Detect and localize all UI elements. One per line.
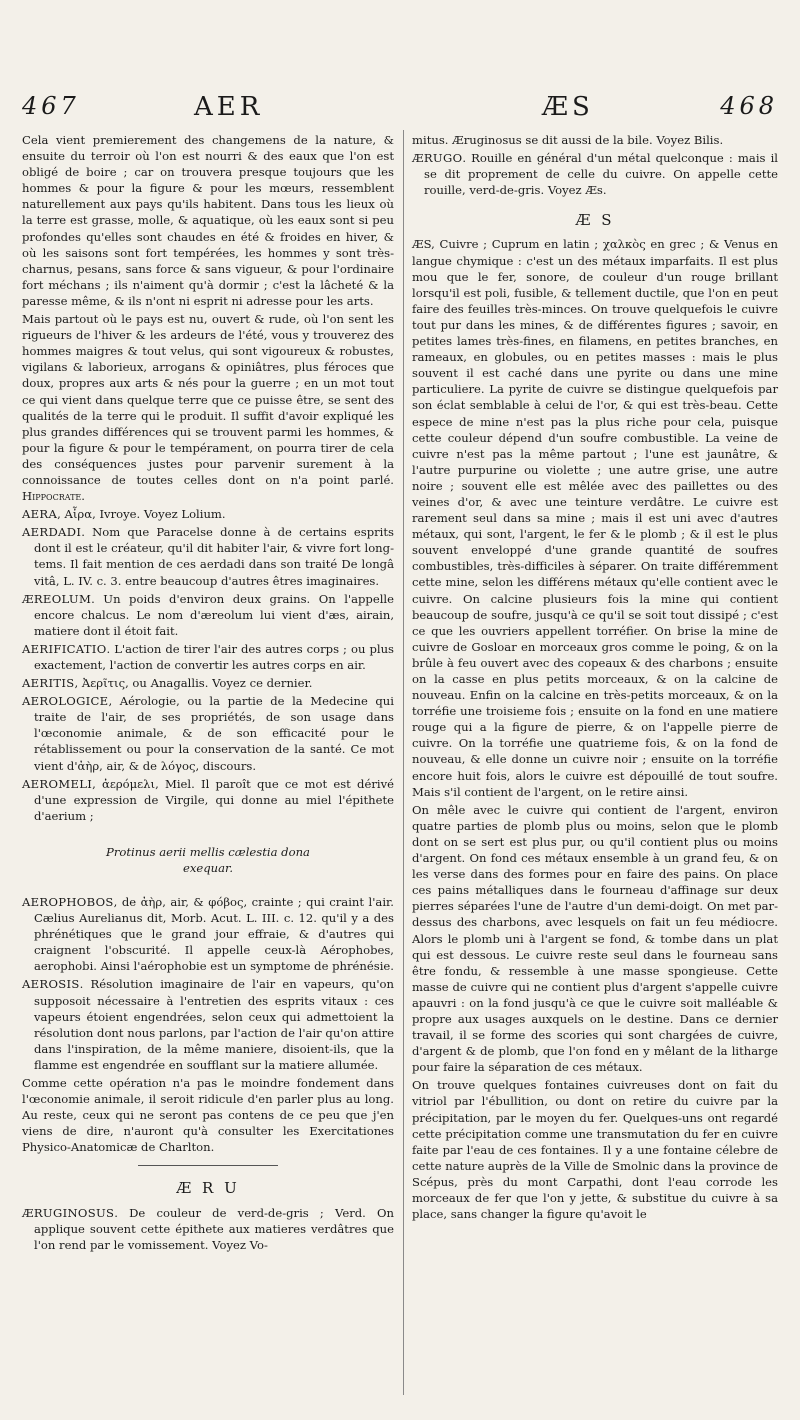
headword: AEROSIS [22, 977, 80, 992]
section-rule [138, 1165, 278, 1166]
headword: AERA [22, 507, 58, 522]
second-paragraph-text: Mais partout où le pays est nu, ouvert & rude, où l'on sent les rigueurs de l'hiver & les ardeurs de l'été, vous y trouverez des hommes maigres & tout velus, qui sont vigoureux & robustes, vigilans & laborieux, arrogans & opiniâtres, plus féroces que doux, propres aux arts & nés pour la guerre ; en un mot tout ce qui vient dans quelque terre que ce puisse être, se sent des qualités de la terre qui le produit. Il suffit d'avoir expliqué les plus grandes différences qui se trouvent parmi les hommes, & pour la figure & pour le tempérament, on pourra tirer de cela des conséquences justes pour parvenir surement à la connoissance de toutes celles dont on n'a point parlé. [22, 312, 394, 487]
headword: AEROPHOBOS [22, 894, 114, 909]
second-paragraph [22, 311, 394, 504]
page-number-left: 467 [22, 92, 80, 120]
page-header [22, 92, 778, 128]
headword: AERDADI [22, 525, 82, 540]
headword: AEROMELI [22, 776, 93, 791]
headword: ÆRUGINOSUS [22, 1205, 115, 1220]
entry-text: . Nom que Paracelse donne à de certains esprits dont il est le créateur, qu'il dit habiter l'air, & vivre fort long-tems. Il fait mention de ces aerdadi dans son traité De longâ vitâ, L. IV. c. 3. entre beaucoup d'autres êtres imaginaires. [34, 525, 394, 588]
virgil-quotation [22, 844, 394, 876]
intro-paragraph: Cela vient premierement des changemens de la nature, & ensuite du terroir où l'on est nourri & des eaux que l'on est obligé de boire ; car on trouvera presque toujours que les hommes & pour la figure & pour les mœurs, ressemblent naturellement aux pays qu'ils habitent. Dans tous les lieux où la terre est grasse, molle, & aquatique, où les eaux sont si peu profondes qu'elles sont chaudes en été & froides en hiver, & où les saisons sont fort tempérées, les hommes y sont très-charnus, pesans, sans force & sans vigueur, & pour l'ordinaire fort méchans ; ils n'aiment qu'à dormir ; c'est la lâcheté & la paresse même, & ils n'ont ni esprit ni adresse pour les arts. [22, 133, 394, 308]
continuation-text: mitus. Æruginosus se dit aussi de la bile. Voyez Bilis. [412, 133, 724, 147]
entry-text: , Αἶρα, Ivroye. Voyez Lolium. [57, 507, 226, 522]
entry-text: , Aérologie, ou la partie de la Medecine qui traite de l'air, de ses propriétés, de son usage dans l'œconomie animale, & de son efficacité pour le rétablissement ou pour la conservation de la santé. Ce mot vient d'ἀὴρ, air, & de λόγος, discours. [34, 694, 394, 773]
closing-paragraph: Comme cette opération n'a pas le moindre fondement dans l'œconomie animale, il seroit ridicule d'en parler plus au long. Au reste, ceux qui ne seront pas contens de ce peu que j'en viens de dire, n'auront qu'à consulter les Exercitationes Physico-Anatomicæ de Charlton. [22, 1075, 394, 1155]
headword: AEROLOGICE [22, 694, 109, 709]
entry-text: . Résolution imaginaire de l'air en vapeurs, qu'on supposoit nécessaire à l'entretien des esprits vitaux : ces vapeurs étoient engendrées, selon ceux qui admettoient la résolution dont nous parlons, par l'action de l'air qu'on attire dans l'inspiration, de la même maniere, disoient-ils, que la flamme est engendrée en soufflant sur la matiere allumée. [34, 977, 394, 1072]
right-column [412, 132, 778, 1224]
headword: ÆRUGO [412, 151, 463, 166]
entry-text: , Ἀερῖτις, ou Anagallis. Voyez ce dernier. [74, 676, 313, 691]
entry-text: , ἀερόμελι, Miel. Il paroît que ce mot est dérivé d'une expression de Virgile, qui donne au miel l'épithete d'aerium ; [34, 776, 394, 823]
entry-aerologice [22, 693, 394, 773]
entry-aerosis [22, 976, 394, 1073]
entry-aereolum [22, 591, 394, 639]
left-column [22, 132, 394, 1255]
headword: AERIFICATIO [22, 641, 107, 656]
entry-text: . Un poids d'environ deux grains. On l'appelle encore chalcus. Le nom d'æreolum lui vient d'æs, airain, matiere dont il étoit fait. [34, 591, 394, 638]
entry-aerificatio [22, 641, 394, 673]
entry-text: . De couleur de verd-de-gris ; Verd. On applique souvent cette épithete aux matieres verdâtres que l'on rend par le vomissement. Voyez Vo- [34, 1205, 394, 1252]
signature-hippocrate: Hippocrate. [22, 489, 85, 504]
entry-aera [22, 506, 394, 522]
entry-text: . L'action de tirer l'air des autres corps ; ou plus exactement, l'action de convertir les autres corps en air. [34, 641, 394, 672]
entry-aerophobos [22, 894, 394, 974]
aes-paragraph-2: On mêle avec le cuivre qui contient de l'argent, environ quatre parties de plomb plus ou moins, selon que le plomb dont on se sert est plus pur, ou qu'il contient plus ou moins d'argent. On fond ces métaux ensemble à un grand feu, & on les verse dans des formes pour en faire des pains. On place ces pains métalliques dans le fourneau d'affinage sur deux pierres séparées l'une de l'autre d'un demi-doigt. On met par-dessus des charbons, avec lesquels on fait un feu médiocre. Alors le plomb uni à l'argent se fond, & tombe dans un plat qui est dessous. Le cuivre reste seul dans le fourneau sans être fondu, & ressemble à une masse spongieuse. Cette masse de cuivre qui ne contient plus d'argent s'appelle cuivre apauvri : on la fond jusqu'à ce que le cuivre soit malléable & propre aux usages auxquels on le destine. Dans ce dernier travail, il se forme des scories qui sont chargées de cuivre, d'argent & de plomb, que l'on fond en y mêlant de la litharge pour faire la séparation de ces métaux. [412, 802, 778, 1075]
headword: ÆREOLUM [22, 591, 92, 606]
running-head-right: ÆS [542, 92, 594, 122]
poem-line-2: exequar. [182, 860, 233, 875]
poem-line-1: Protinus aerii mellis cælestia dona [106, 844, 310, 859]
entry-text: . Rouille en général d'un métal quelconque : mais il se dit proprement de celle du cuivre. On appelle cette rouille, verd-de-gris. Voyez Æs. [424, 151, 778, 198]
aes-paragraph-3: On trouve quelques fontaines cuivreuses dont on fait du vitriol par l'ébullition, ou dont on retire du cuivre par la précipitation, par le moyen du fer. Quelques-uns ont regardé cette précipitation comme une transmutation du fer en cuivre faite par l'eau de ces fontaines. Il y a une fontaine célebre de cette nature auprès de la Ville de Smolnic dans la province de Scépus, près du mont Carpathi, dont l'eau corrode les morceaux de fer que l'on y jette, & substitue du cuivre à sa place, sans changer la figure qu'avoit le [412, 1078, 778, 1222]
entry-aerugo [412, 150, 778, 198]
running-head-left: AER [194, 92, 264, 122]
entry-aeritis [22, 675, 394, 691]
entry-aerdadi [22, 524, 394, 588]
page-number-right: 468 [720, 92, 778, 120]
aes-paragraph-1: ÆS, Cuivre ; Cuprum en latin ; χαλκὸς en grec ; & Venus en langue chymique : c'est un des métaux imparfaits. Il est plus mou que le fer, sonore, de couleur d'un rouge brillant lorsqu'il est poli, fusible, & tellement ductile, que l'on en peut faire des feuilles très-minces. On trouve quelquefois le cuivre tout pur dans les mines, & de différentes figures ; savoir, en petites lames très-fines, en filamens, en petites branches, en rameaux, en globules, ou en petites masses : mais le plus souvent il est caché dans une pyrite ou dans une mine particuliere. La pyrite de cuivre se distingue quelquefois par son éclat semblable à celui de l'or, & qui est très-beau. Cette espece de mine n'est pas la plus riche pour cela, puisque cette couleur dépend d'un soufre combustible. La veine de cuivre n'est pas la même partout ; l'une est jaunâtre, & l'autre purpurine ou violette ; une autre grise, une autre noire ; souvent elle est mêlée avec des paillettes ou des veines d'or, & avec une teinture verdâtre. Le cuivre est rarement seul dans sa mine ; mais il est uni avec d'autres métaux, qui sont, l'argent, le fer & le plomb ; & il est le plus souvent enveloppé d'une grande quantité de soufres combustibles, très-difficiles à séparer. On traite différemment cette mine, selon les différens métaux qu'elle contient avec le cuivre. On calcine plusieurs fois la mine qui contient beaucoup de soufre, jusqu'à ce qu'il se soit tout dissipé ; c'est ce que les ouvriers appellent torréfier. On brise la mine de cuivre de Gosloar en morceaux gros comme le poing, & on la brûle à feu ouvert avec des copeaux & des charbons ; ensuite on la casse en plus petits morceaux, & on la calcine de nouveau. Enfin on la calcine en très-petits morceaux, & on la torréfie une troisieme fois ; ensuite on la fond en une matiere rouge qui a la figure de pierre, & on l'appelle pierre de cuivre. On la torréfie une quatrieme fois, & on la fond de nouveau, & elle donne un cuivre noir ; ensuite on la torréfie encore huit fois, alors le cuivre est dépouillé de tout soufre. Mais s'il contient de l'argent, on le retire ainsi. [412, 237, 778, 799]
entry-aeromeli [22, 776, 394, 824]
section-title-aes: Æ S [575, 211, 615, 230]
headword: AERITIS [22, 676, 75, 691]
entry-text: , de ἀὴρ, air, & φόβος, crainte ; qui craint l'air. Cælius Aurelianus dit, Morb. Acut. L. III. c. 12. qu'il y a des phrénétiques que le grand jour effraie, & d'autres qui craignent l'obscurité. Il appelle ceux-là Aérophobes, aerophobi. Ainsi l'aérophobie est un symptome de phrénésie. [34, 894, 394, 974]
section-title-aeru: Æ R U [176, 1179, 240, 1198]
column-divider [403, 130, 404, 1395]
entry-aeruginosus [22, 1205, 394, 1253]
